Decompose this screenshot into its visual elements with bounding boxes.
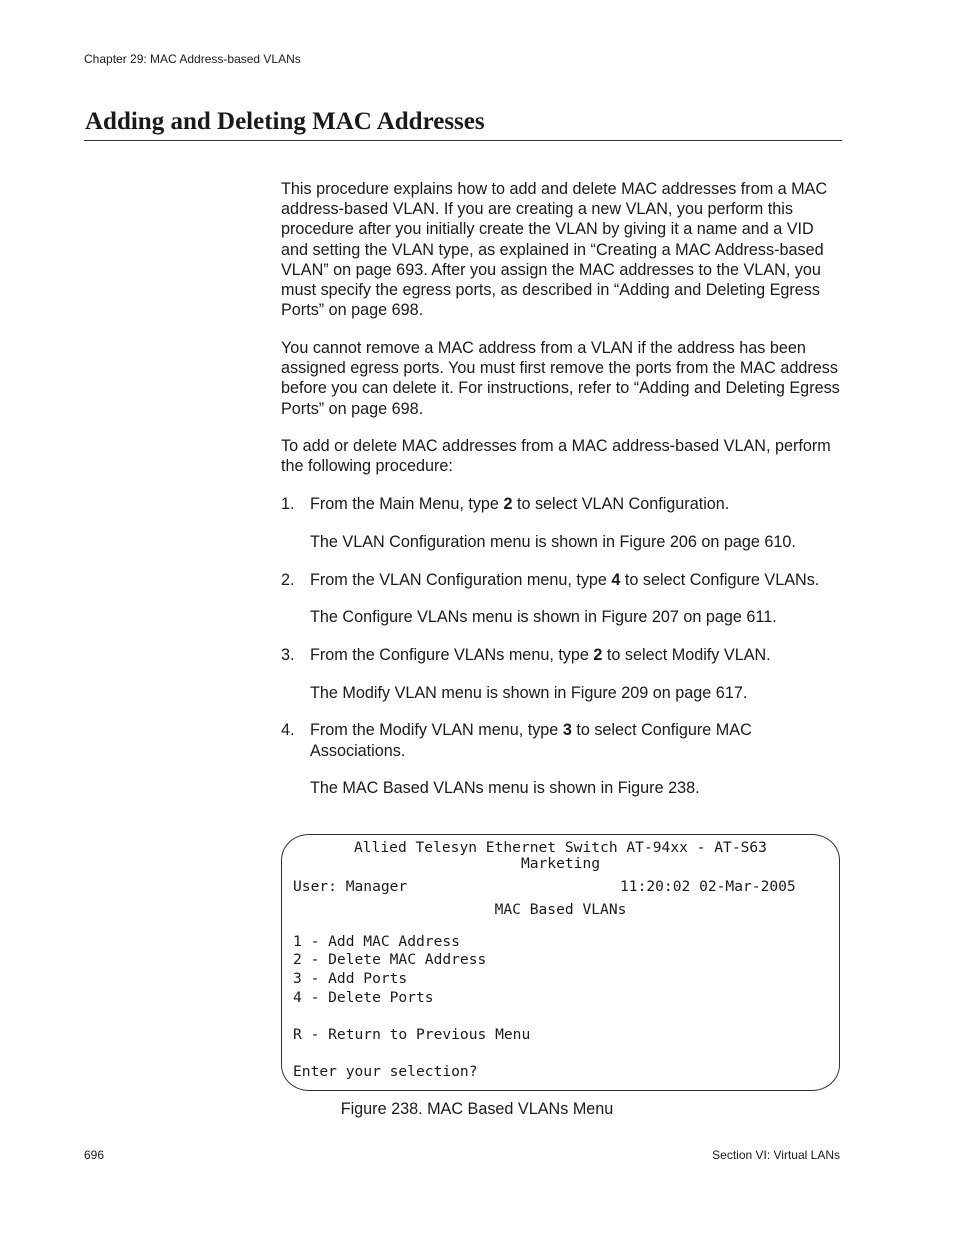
page-number: 696 — [84, 1148, 105, 1162]
step-number: 4. — [281, 721, 295, 740]
step-text: From the Main Menu, type — [310, 495, 504, 514]
step-1 — [281, 494, 843, 514]
body-text — [281, 179, 843, 816]
paragraph-intro: This procedure explains how to add and delete MAC addresses from a MAC address-based VLAN. If you are creating a new VLAN, you perform this procedure after you initially create the VLAN by giving it a name and a VID and setting the VLAN type, as explained in “Creating a MAC Address-based VLAN” on page 693. After you assign the MAC addresses to the VLAN, you must specify the egress ports, as described in “Adding and Deleting Egress Ports” on page 698. — [281, 180, 828, 320]
console-option-delete-ports: 4 - Delete Ports — [293, 989, 434, 1006]
step-4-note: The MAC Based VLANs menu is shown in Figure 238. — [310, 779, 700, 798]
figure-caption: Figure 238. MAC Based VLANs Menu — [340, 1100, 614, 1118]
console-user: User: Manager — [293, 878, 408, 895]
section-title: Adding and Deleting MAC Addresses — [85, 108, 485, 135]
running-footer-section: Section VI: Virtual LANs — [712, 1148, 840, 1162]
step-key: 2 — [593, 645, 603, 664]
step-number: 3. — [281, 645, 295, 664]
console-menu-title: MAC Based VLANs — [494, 901, 627, 918]
step-text: to select Modify VLAN. — [602, 645, 771, 664]
console-option-delete-mac: 2 - Delete MAC Address — [293, 951, 487, 968]
step-1-note: The VLAN Configuration menu is shown in Figure 206 on page 610. — [310, 532, 796, 551]
step-2 — [281, 570, 843, 590]
step-key: 3 — [562, 721, 572, 740]
paragraph-procedure-lead: To add or delete MAC addresses from a MAC address-based VLAN, perform the following procedure: — [281, 437, 831, 476]
console-option-add-ports: 3 - Add Ports — [293, 970, 408, 987]
step-number: 2. — [281, 570, 295, 589]
step-number: 1. — [281, 495, 295, 514]
step-3 — [281, 645, 843, 665]
console-datetime: 11:20:02 02-Mar-2005 — [620, 878, 796, 895]
console-prompt: Enter your selection? — [293, 1063, 478, 1080]
console-product-line: Allied Telesyn Ethernet Switch AT-94xx - AT-S63 — [354, 839, 767, 856]
step-text: From the Configure VLANs menu, type — [310, 645, 594, 664]
title-rule — [84, 140, 842, 141]
step-3-note: The Modify VLAN menu is shown in Figure 209 on page 617. — [310, 683, 748, 702]
console-location: Marketing — [520, 855, 601, 872]
step-text: to select Configure VLANs. — [620, 570, 820, 589]
step-2-note: The Configure VLANs menu is shown in Figure 207 on page 611. — [310, 608, 777, 627]
step-text: to select Configure MAC Associations. — [310, 721, 752, 760]
console-screen — [281, 834, 840, 1091]
console-option-return: R - Return to Previous Menu — [293, 1026, 531, 1043]
paragraph-restriction: You cannot remove a MAC address from a VLAN if the address has been assigned egress ports. You must first remove the ports from the MAC address before you can delete it. For instructions, refer to “Adding and Deleting Egress Ports” on page 698. — [281, 338, 840, 418]
step-key: 2 — [503, 495, 513, 514]
running-header-chapter: Chapter 29: MAC Address-based VLANs — [84, 52, 301, 66]
step-text: From the VLAN Configuration menu, type — [310, 570, 612, 589]
step-text: to select VLAN Configuration. — [512, 495, 730, 514]
console-option-add-mac: 1 - Add MAC Address — [293, 933, 460, 950]
step-key: 4 — [611, 570, 621, 589]
step-4 — [281, 720, 843, 760]
step-text: From the Modify VLAN menu, type — [310, 721, 563, 740]
